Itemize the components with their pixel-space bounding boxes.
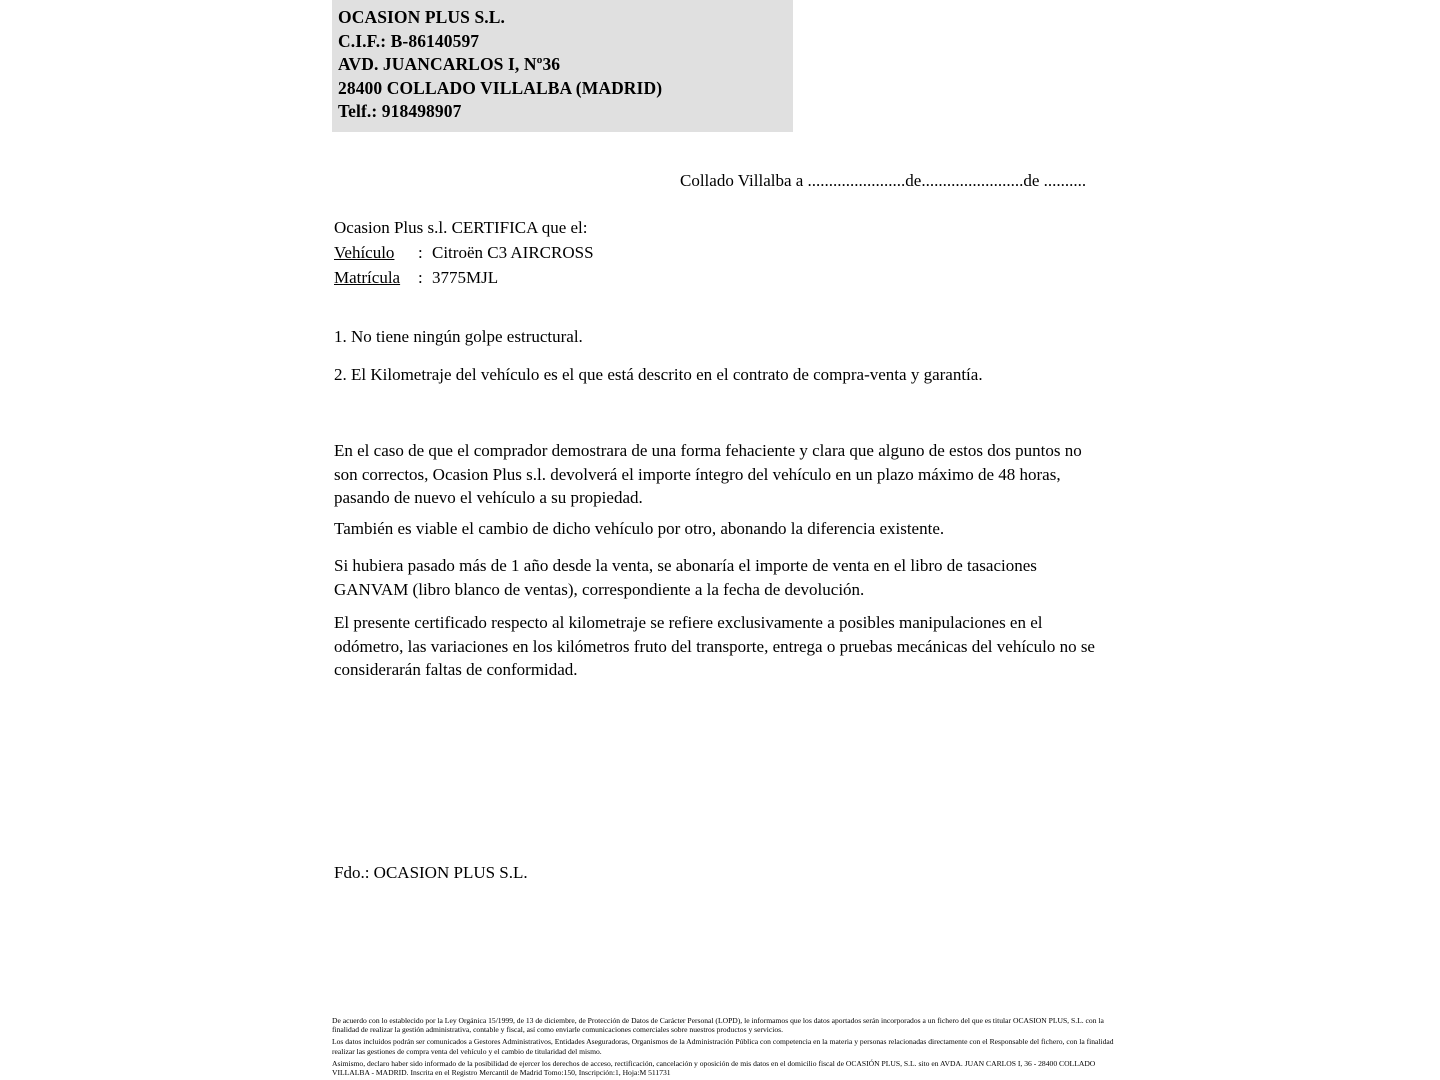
legal-paragraph-3: Asimismo, declaro haber sido informado de la posibilidad de ejercer los derechos de acceso, rectificación, cancelación y oposición de mis datos en el domicilio fiscal de OCASIÓN PLUS, S.L. sito en AVDA. JUAN CARLOS I, 36 - 28400 COLLADO VILLALBA - MADRID. Inscrita en el Registro Mercantil de Madrid Tomo:150, Inscripción:1, Hoja:M 511731 xyxy=(332,1058,1096,1078)
legal-paragraph-2: Los datos incluidos podrán ser comunicados a Gestores Administrativos, Entidades Aseguradoras, Organismos de la Administración Pública con competencia en la materia y personas relacionadas directamente con el Responsable del fichero, con la finalidad realizar las gestiones de compra venta del vehículo y el cambio de titularidad del mismo. xyxy=(332,1037,1114,1056)
company-cif: C.I.F.: B-86140597 xyxy=(338,30,480,51)
paragraph-refund-conditions: En el caso de que el comprador demostrara de una forma fehaciente y clara que alguno de estos dos puntos no son correctos, Ocasion Plus s.l. devolverá el importe íntegro del vehículo en un plazo máximo de 48 horas, pasando de nuevo el vehículo a su propiedad. xyxy=(334,441,1082,507)
legal-paragraph-1: De acuerdo con lo establecido por la Ley Orgánica 15/1999, de 13 de diciembre, de Protección de Datos de Carácter Personal (LOPD), le informamos que los datos aportados serán incorporados a un fichero del que es titular OCASION PLUS, S.L. con la finalidad de realizar la gestión administrativa, contable y fiscal, así como enviarle comunicaciones comerciales sobre nuestros productos y servicios. xyxy=(332,1016,1104,1035)
vehicle-value: Citroën C3 AIRCROSS xyxy=(432,243,594,262)
vehicle-separator: : xyxy=(418,243,423,262)
plate-value: 3775MJL xyxy=(432,268,499,287)
company-header-block xyxy=(332,0,793,132)
paragraph-one-year-clause: Si hubiera pasado más de 1 año desde la venta, se abonaría el importe de venta en el libro de tasaciones GANVAM (libro blanco de ventas), correspondiente a la fecha de devolución. xyxy=(334,556,1037,599)
company-name: OCASION PLUS S.L. xyxy=(338,7,506,27)
certification-block xyxy=(334,215,594,290)
point-item-1: 1. No tiene ningún golpe estructural. xyxy=(334,327,583,346)
date-line: Collado Villalba a .......................de........................de .......... xyxy=(680,171,1087,190)
company-address: AVD. JUANCARLOS I, Nº36 xyxy=(338,54,561,74)
signature-line: Fdo.: OCASION PLUS S.L. xyxy=(334,863,528,882)
vehicle-row xyxy=(334,240,594,265)
paragraph-odometer-clause: El presente certificado respecto al kilometraje se refiere exclusivamente a posibles manipulaciones en el odómetro, las variaciones en los kilómetros fruto del transporte, entrega o pruebas mecánicas del vehículo no se considerarán faltas de conformidad. xyxy=(334,613,1095,679)
plate-label: Matrícula xyxy=(334,268,401,287)
legal-footer xyxy=(332,1016,1122,1080)
vehicle-label: Vehículo xyxy=(334,243,395,262)
point-item-2: 2. El Kilometraje del vehículo es el que está descrito en el contrato de compra-venta y garantía. xyxy=(334,365,983,384)
company-city: 28400 COLLADO VILLALBA (MADRID) xyxy=(338,77,663,98)
plate-row xyxy=(334,265,594,290)
paragraph-vehicle-exchange: También es viable el cambio de dicho vehículo por otro, abonando la diferencia existente. xyxy=(334,519,945,538)
plate-separator: : xyxy=(418,268,423,287)
certification-intro: Ocasion Plus s.l. CERTIFICA que el: xyxy=(334,218,588,237)
company-phone: Telf.: 918498907 xyxy=(338,101,462,121)
